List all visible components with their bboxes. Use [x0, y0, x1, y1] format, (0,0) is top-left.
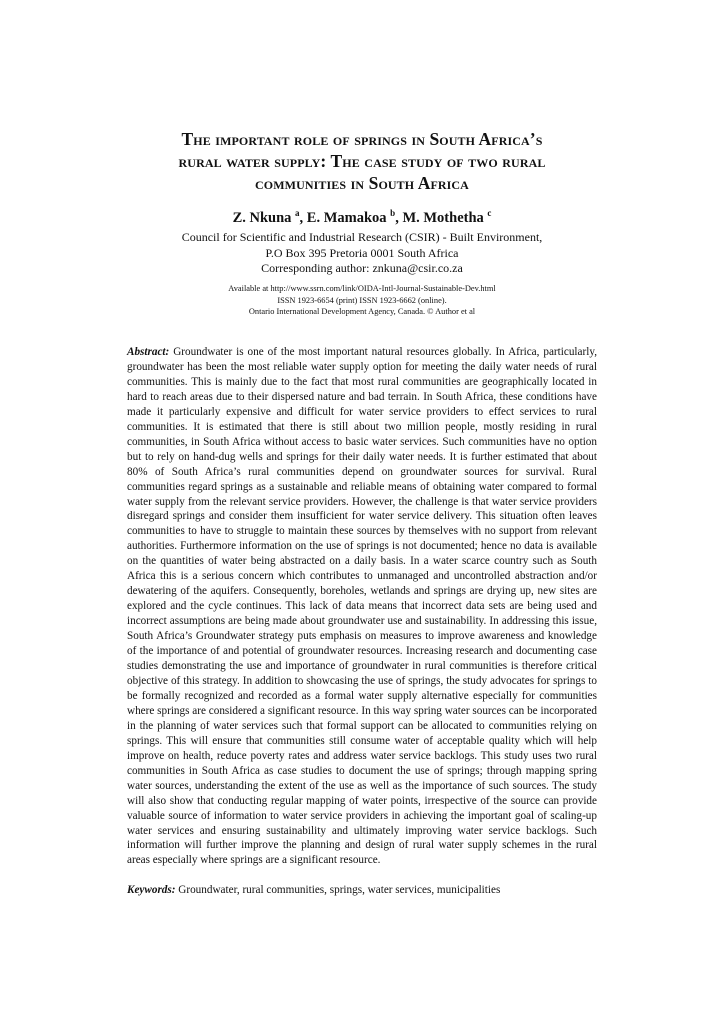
issn-line: ISSN 1923-6654 (print) ISSN 1923-6662 (online).: [277, 295, 447, 305]
author-list: Z. Nkuna $^a$, E. Mamakoa $^b$, M. Mothetha $^c$: [232, 208, 492, 226]
author-affiliation-mark: a: [295, 208, 300, 218]
title-line: The important role of springs in South Africa’s: [181, 129, 543, 149]
affiliation-line: P.O Box 395 Pretoria 0001 South Africa: [265, 245, 459, 260]
author-affiliation-mark: c: [487, 208, 492, 218]
publication-info: [60, 283, 664, 318]
paper-title: [60, 128, 664, 194]
abstract-text: Groundwater is one of the most important natural resources globally. In Africa, particularly, groundwater has been the most reliable water supply option for meeting the daily water needs of rural communities. This is mainly due to the fact that most rural communities are geographically located in hard to reach areas due to their dispersed nature and bad terrain. In South Africa, these conditions have made it particularly expensive and difficult for water service providers to effect services to rural communities. It is estimated that there is still about two million people, mostly residing in rural communities, in South Africa without access to basic water services. Such communities have no option but to rely on hand-dug wells and springs for their daily water needs. It is further estimated that about 80% of South Africa’s rural communities depend on groundwater sources for survival. Rural communities regard springs as a sustainable and reliable means of obtaining water compared to formal water supply from the relevant service providers. However, the challenge is that water service providers disregard springs and consider them insufficient for water service delivery. This situation often leaves communities to have to struggle to maintain these sources by themselves with no support from relevant authorities. Furthermore information on the use of springs is not documented; hence no data is available on the quantities of water being abstracted on a daily basis. In a water scarce country such as South Africa this is a serious concern which contributes to unmanaged and uncontrolled abstraction and/or dewatering of the aquifers. Consequently, boreholes, wetlands and springs are drying up, new sites are explored and the cycle continues. This lack of data means that incorrect data sets are being used and incorrect assumptions are being made about groundwater use and sustainability. In addressing this issue, South Africa’s Groundwater strategy puts emphasis on measures to improve awareness and knowledge of the importance of and potential of groundwater resources. Increasing research and documenting case studies demonstrating the use and importance of groundwater in rural communities is therefore critical objective of this strategy. In addition to showcasing the use of springs, the study advocates for springs to be formally recognized and recorded as a formal water supply alternative especially for communities where springs are considered a significant resource. In this way spring water sources can be incorporated in the planning of water services such that formal support can be allocated to communities relying on springs. This will ensure that communities still consume water of acceptable quality which will help improve on health, reduce poverty rates and address water service backlogs. This study uses two rural communities in South Africa as case studies to document the use of springs; through mapping spring water sources, understanding the extent of the use as well as the importance of such sources. The study will also show that conducting regular mapping of water points, irrespective of the source can provide valuable source of information to water service providers in achieving the important goal of scaling-up water services and ensuring sustainability and ultimately improving water service backlogs. Such information will further improve the planning and design of rural water supply schemes in the rural areas especially where springs are a significant resource.: [127, 346, 598, 867]
corresponding-author: Corresponding author: znkuna@csir.co.za: [261, 261, 463, 275]
publisher-line: Ontario International Development Agency, Canada. © Author et al: [248, 307, 476, 316]
abstract-label: Abstract:: [127, 346, 170, 358]
keywords-text: Groundwater, rural communities, springs, water services, municipalities: [178, 884, 501, 896]
author-name: M. Mothetha: [402, 209, 484, 226]
author-name: E. Mamakoa: [306, 209, 387, 226]
author-name: Z. Nkuna: [232, 209, 292, 226]
title-line: rural water supply: The case study of two rural: [178, 151, 546, 171]
author-affiliation-mark: b: [390, 208, 396, 218]
affiliation-line: Council for Scientific and Industrial Research (CSIR) - Built Environment,: [181, 230, 543, 244]
title-line: communities in South Africa: [255, 173, 469, 193]
keywords-section: [127, 883, 597, 898]
availability-url: Available at http://www.ssrn.com/link/OIDA-Intl-Journal-Sustainable-Dev.html: [228, 284, 496, 293]
keywords-label: Keywords:: [127, 884, 176, 896]
abstract-section: [127, 345, 597, 868]
affiliation-block: [60, 230, 664, 277]
